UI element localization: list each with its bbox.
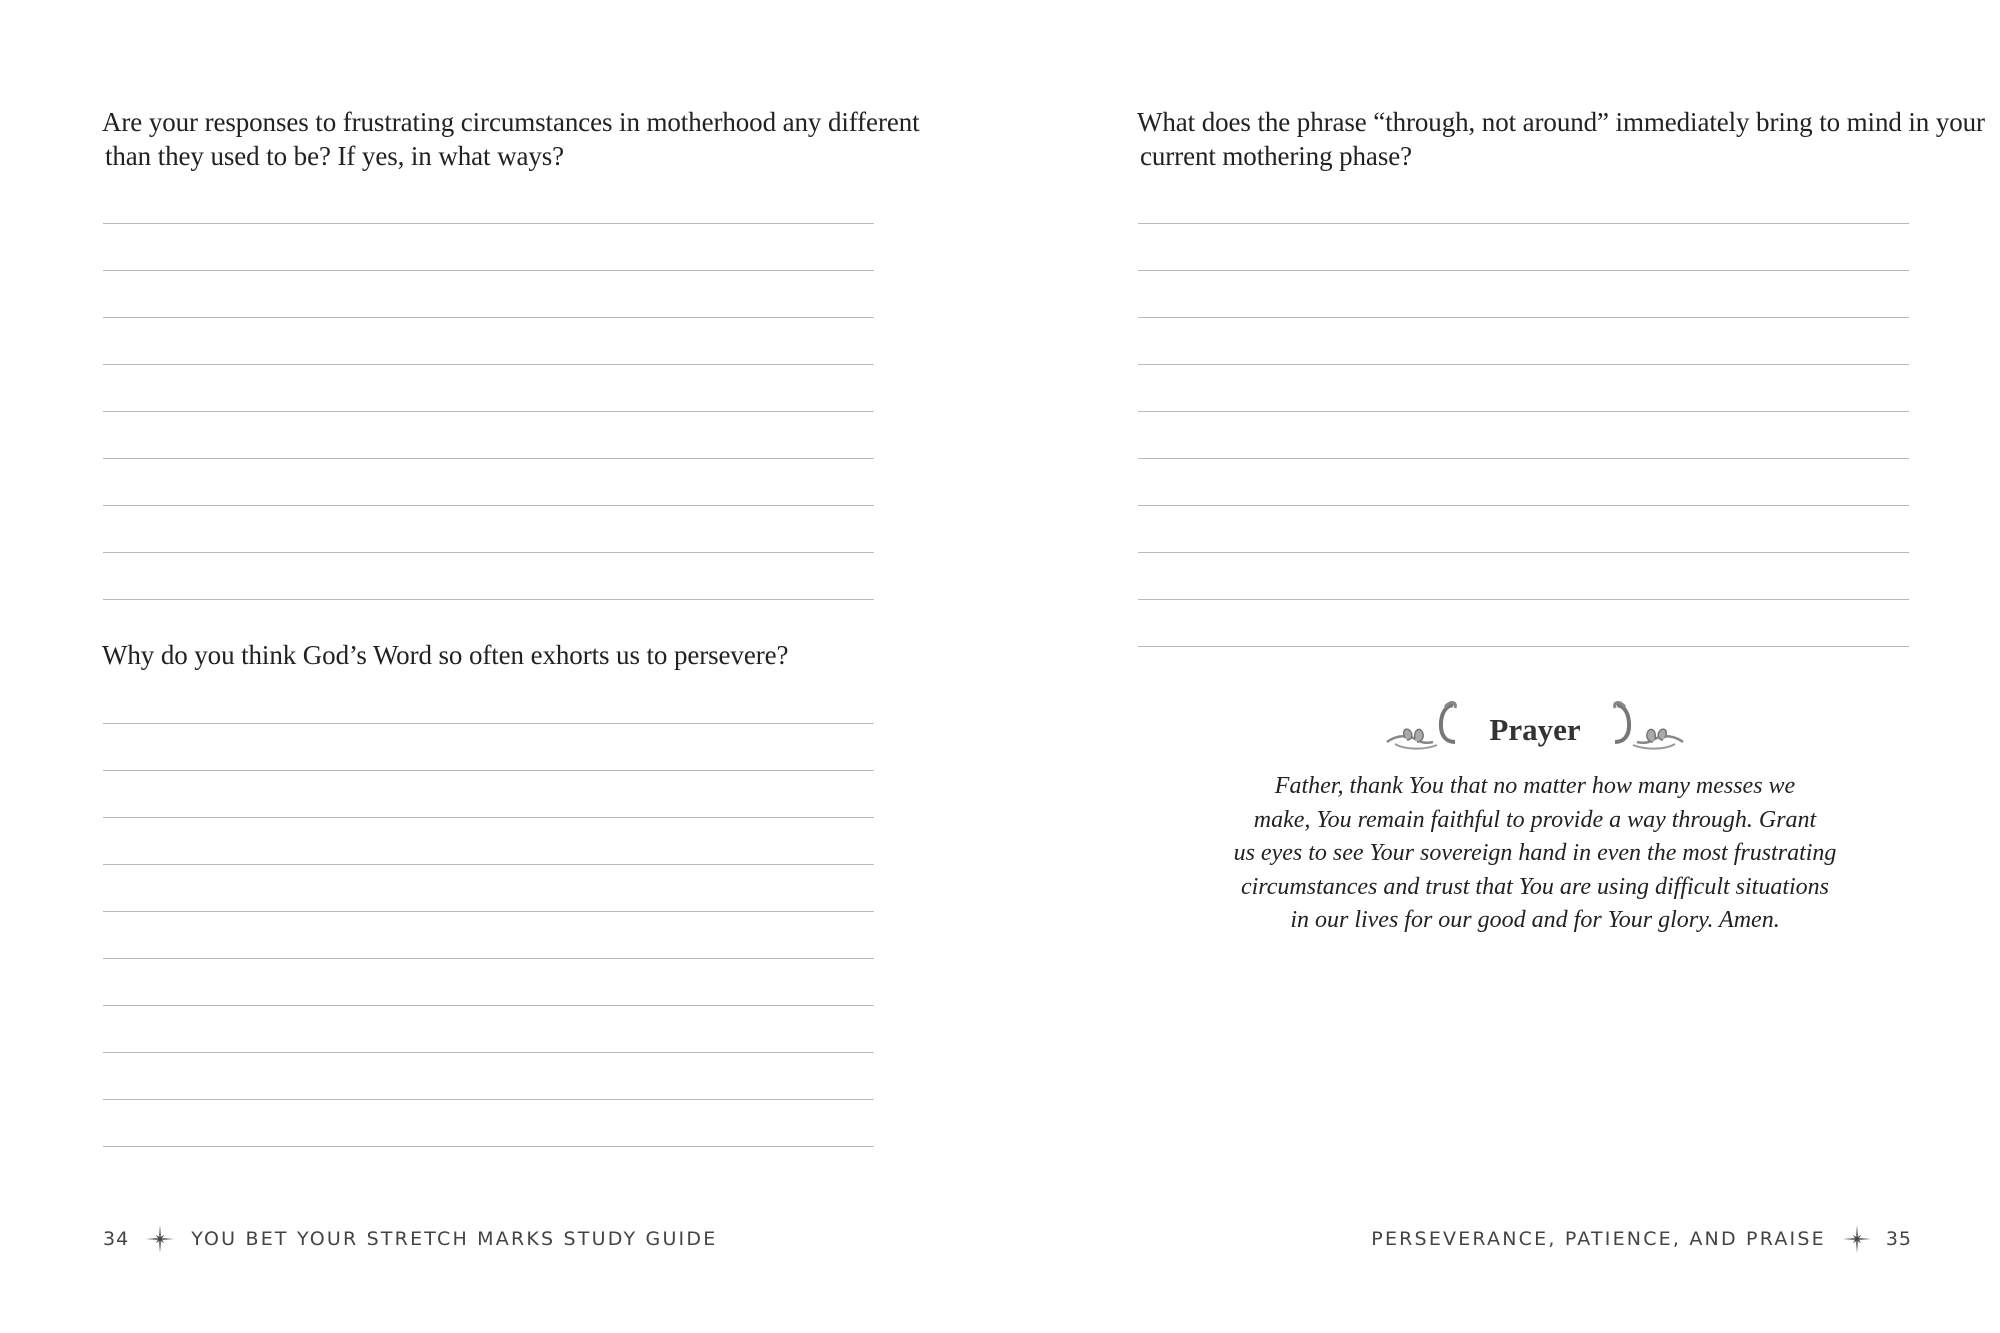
writing-line[interactable] <box>1138 505 1909 506</box>
answer-lines-responses[interactable] <box>103 223 874 603</box>
answer-lines-persevere[interactable] <box>103 723 874 1153</box>
writing-line[interactable] <box>103 599 874 600</box>
question-line: Are your responses to frustrating circumstances in motherhood any different <box>102 107 920 137</box>
writing-line[interactable] <box>103 1099 874 1100</box>
answer-lines-through[interactable] <box>1138 223 1909 653</box>
prayer-body <box>1210 770 1860 938</box>
writing-line[interactable] <box>103 223 874 224</box>
prayer-line: circumstances and trust that You are using difficult situations <box>1240 873 1830 900</box>
writing-line[interactable] <box>103 958 874 959</box>
prayer-line: us eyes to see Your sovereign hand in even the most frustrating <box>1233 840 1837 866</box>
prayer-title: Prayer <box>1489 712 1581 747</box>
running-title: YOU BET YOUR STRETCH MARKS STUDY GUIDE <box>191 1228 718 1250</box>
writing-line[interactable] <box>1138 317 1909 318</box>
writing-line[interactable] <box>1138 599 1909 600</box>
swirl-ornament-icon <box>1610 692 1685 752</box>
writing-line[interactable] <box>103 552 874 553</box>
writing-line[interactable] <box>103 817 874 818</box>
question-responses <box>102 105 920 173</box>
question-line: What does the phrase “through, not around” immediately bring to mind in your <box>1137 107 1985 137</box>
writing-line[interactable] <box>1138 364 1909 365</box>
writing-line[interactable] <box>103 1005 874 1006</box>
writing-line[interactable] <box>103 1146 874 1147</box>
prayer-heading <box>1385 692 1685 762</box>
writing-line[interactable] <box>103 911 874 912</box>
prayer-line: Father, thank You that no matter how many messes we <box>1274 773 1796 799</box>
writing-line[interactable] <box>1138 411 1909 412</box>
writing-line[interactable] <box>103 270 874 271</box>
writing-line[interactable] <box>1138 223 1909 224</box>
writing-line[interactable] <box>103 505 874 506</box>
writing-line[interactable] <box>103 770 874 771</box>
writing-line[interactable] <box>103 864 874 865</box>
four-point-star-icon <box>145 1224 175 1254</box>
right-footer <box>1371 1224 1912 1254</box>
writing-line[interactable] <box>103 317 874 318</box>
writing-line[interactable] <box>1138 646 1909 647</box>
page-number: 35 <box>1885 1228 1912 1250</box>
writing-line[interactable] <box>103 1052 874 1053</box>
running-title: PERSEVERANCE, PATIENCE, AND PRAISE <box>1371 1228 1826 1250</box>
right-page <box>1000 0 2000 1333</box>
writing-line[interactable] <box>103 723 874 724</box>
question-line: than they used to be? If yes, in what ways? <box>105 141 565 171</box>
writing-line[interactable] <box>103 411 874 412</box>
writing-line[interactable] <box>1138 552 1909 553</box>
prayer-line: in our lives for our good and for Your glory. Amen. <box>1290 907 1780 933</box>
writing-line[interactable] <box>103 458 874 459</box>
question-line: current mothering phase? <box>1140 141 1412 171</box>
four-point-star-icon <box>1842 1224 1872 1254</box>
left-footer <box>103 1224 717 1254</box>
question-line: Why do you think God’s Word so often exhorts us to persevere? <box>102 640 789 670</box>
writing-line[interactable] <box>1138 458 1909 459</box>
question-through-not-around <box>1137 105 1985 173</box>
question-persevere <box>102 638 882 672</box>
writing-line[interactable] <box>103 364 874 365</box>
prayer-line: make, You remain faithful to provide a way through. Grant <box>1253 806 1817 833</box>
writing-line[interactable] <box>1138 270 1909 271</box>
page-number: 34 <box>103 1228 130 1250</box>
